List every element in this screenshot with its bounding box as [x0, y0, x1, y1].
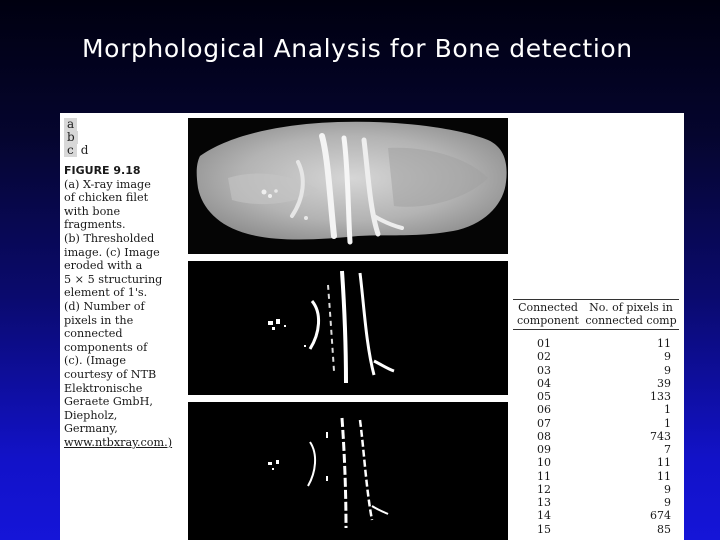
panel-key-a: a [64, 118, 77, 131]
component-id: 11 [537, 469, 551, 483]
header-line: Connected [518, 301, 578, 314]
table-row [513, 364, 679, 377]
table-row [513, 350, 679, 363]
table-row [513, 509, 679, 522]
header-line: No. of pixels in [589, 301, 673, 314]
slide-title: Morphological Analysis for Bone detection [82, 34, 633, 63]
pixel-count: 7 [664, 443, 671, 456]
component-id: 05 [537, 390, 551, 403]
table-row [513, 496, 679, 509]
component-id: 13 [537, 496, 551, 509]
caption-line: Geraete GmbH, [64, 395, 153, 409]
pixel-count: 39 [657, 376, 671, 390]
caption-line: (c). (Image [64, 354, 126, 368]
table-row [513, 470, 679, 483]
pixel-count: 9 [664, 496, 671, 509]
component-id: 01 [537, 337, 551, 350]
pixel-count: 9 [664, 363, 671, 377]
figure-caption [64, 164, 182, 449]
pixel-count: 11 [657, 456, 671, 470]
caption-line: pixels in the [64, 313, 134, 327]
pixel-count: 9 [664, 350, 671, 364]
pixel-count: 1 [664, 416, 671, 430]
table-header-pixels [583, 301, 679, 327]
connected-components-image [188, 402, 508, 540]
component-id: 06 [537, 403, 551, 417]
pixel-count: 11 [657, 337, 671, 350]
caption-line: eroded with a [64, 259, 143, 273]
connected-components-table [513, 299, 679, 536]
pixel-count: 1 [664, 403, 671, 417]
panel-key [64, 118, 91, 157]
figure-label: FIGURE 9.18 [64, 164, 141, 177]
caption-line: connected [64, 327, 123, 341]
header-line: connected comp [585, 314, 677, 327]
table-row [513, 417, 679, 430]
table-row [513, 403, 679, 416]
component-id: 02 [537, 350, 551, 364]
xray-image [188, 118, 508, 254]
caption-line: Diepholz, [64, 408, 118, 422]
pixel-count: 743 [650, 429, 671, 443]
component-id: 15 [537, 522, 551, 536]
panel-key-b: b [64, 131, 78, 144]
caption-line: components of [64, 340, 148, 354]
caption-line: 5 × 5 structuring [64, 272, 163, 286]
pixel-count: 133 [650, 390, 671, 403]
caption-line: (d) Number of [64, 299, 145, 313]
table-row [513, 483, 679, 496]
panel-key-d: d [80, 143, 89, 157]
table-header-component [513, 301, 583, 327]
pixel-count: 11 [657, 469, 671, 483]
pixel-count: 674 [650, 509, 671, 523]
caption-line: with bone [64, 204, 121, 218]
component-id: 08 [537, 429, 551, 443]
header-line: component [517, 314, 579, 327]
caption-line: courtesy of NTB [64, 367, 157, 381]
component-id: 12 [537, 482, 551, 496]
component-id: 04 [537, 376, 551, 390]
caption-line: Elektronische [64, 381, 143, 395]
figure [60, 113, 684, 540]
component-id: 14 [537, 509, 551, 523]
caption-line: of chicken filet [64, 191, 149, 205]
caption-line: (a) X-ray image [64, 177, 151, 191]
eroded-image [188, 261, 508, 395]
panel-key-c: c [64, 144, 77, 157]
table-row [513, 377, 679, 390]
component-id: 07 [537, 416, 551, 430]
pixel-count: 85 [657, 522, 671, 536]
table-row [513, 337, 679, 350]
table-body [513, 330, 679, 536]
table-header [513, 299, 679, 330]
caption-line: element of 1's. [64, 286, 148, 300]
component-id: 10 [537, 456, 551, 470]
component-id: 03 [537, 363, 551, 377]
component-id: 09 [537, 443, 551, 456]
table-row [513, 443, 679, 456]
table-row [513, 430, 679, 443]
table-row [513, 390, 679, 403]
caption-line: image. (c) Image [64, 245, 160, 259]
pixel-count: 9 [664, 482, 671, 496]
caption-line: (b) Thresholded [64, 231, 155, 245]
caption-line: Germany, [64, 422, 118, 436]
caption-line: fragments. [64, 218, 126, 232]
caption-url: www.ntbxray.com.) [64, 435, 173, 449]
table-row [513, 523, 679, 536]
table-row [513, 456, 679, 469]
